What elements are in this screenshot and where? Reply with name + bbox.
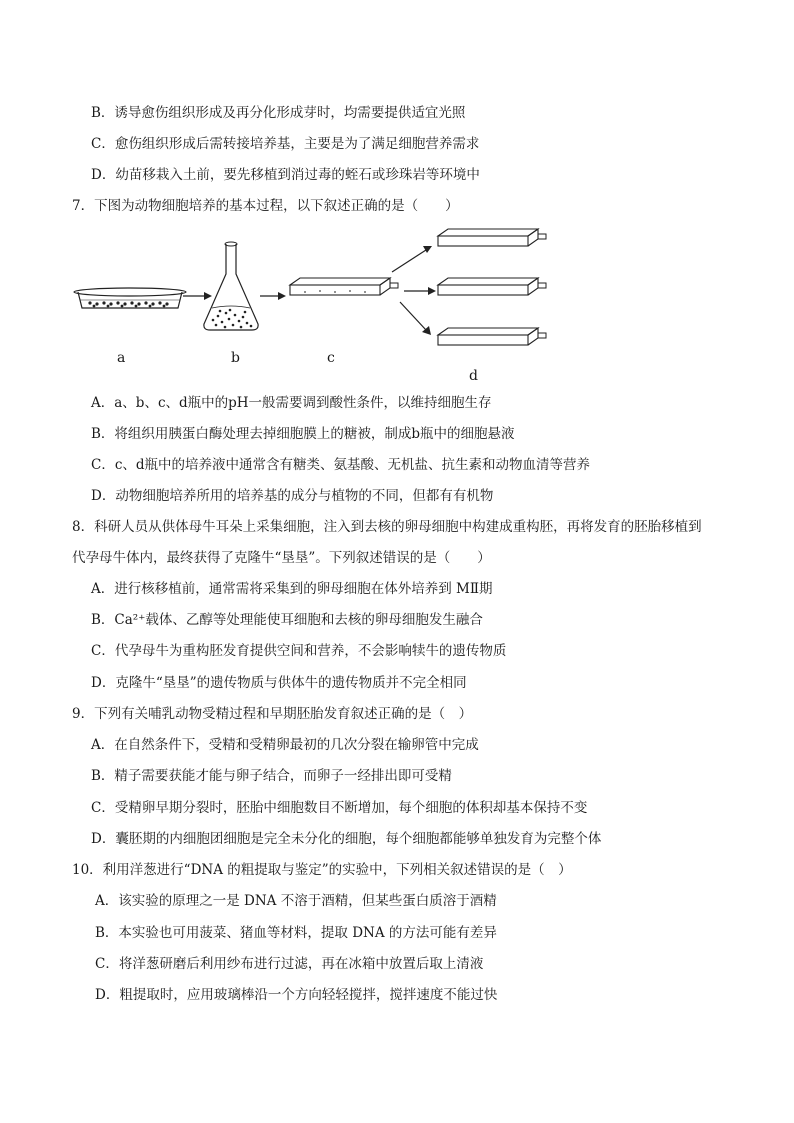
q9-option-c: C．受精卵早期分裂时，胚胎中细胞数目不断增加，每个细胞的体积却基本保持不变 [91,800,588,816]
q8-option-c: C．代孕母牛为重构胚发育提供空间和营养，不会影响犊牛的遗传物质 [91,643,507,659]
q9-option-d: D．囊胚期的内细胞团细胞是完全未分化的细胞，每个细胞都能够单独发育为完整个体 [91,831,602,847]
figure-label-a: a [117,350,126,366]
q8-option-a: A．进行核移植前，通常需将采集到的卵母细胞在体外培养到 MⅡ期 [91,581,493,597]
figure-label-d: d [469,368,478,384]
prev-option-b: B．诱导愈伤组织形成及再分化形成芽时，均需要提供适宜光照 [91,105,466,121]
q9-option-b: B．精子需要获能才能与卵子结合，而卵子一经排出即可受精 [91,768,452,784]
q7-stem: 7．下图为动物细胞培养的基本过程，以下叙述正确的是（ ） [72,198,459,214]
culture-bottles-d [438,229,546,345]
culture-bottle-c [290,278,398,295]
prev-option-c: C．愈伤组织形成后需转接培养基，主要是为了满足细胞营养需求 [91,136,480,152]
arrow-a-b [183,292,212,300]
petri-dish-a [74,288,186,308]
cell-culture-diagram [70,222,560,372]
flask-b [204,242,258,330]
arrow-b-c [260,292,286,300]
q7-option-c: C．c、d瓶中的培养液中通常含有糖类、氨基酸、无机盐、抗生素和动物血清等营养 [91,457,591,473]
q10-option-b: B．本实验也可用菠菜、猪血等材料，提取 DNA 的方法可能有差异 [95,925,497,941]
q7-option-b: B．将组织用胰蛋白酶处理去掉细胞膜上的糖被，制成b瓶中的细胞悬液 [91,426,515,442]
q7-option-a: A．a、b、c、d瓶中的pH一般需要调到酸性条件，以维持细胞生存 [91,395,492,411]
q7-option-d: D．动物细胞培养所用的培养基的成分与植物的不同，但都有有机物 [91,488,494,504]
q8-stem-line1: 8．科研人员从供体母牛耳朵上采集细胞，注入到去核的卵母细胞中构建成重构胚，再将发育的胚胎移植到 [72,519,702,535]
q9-stem: 9．下列有关哺乳动物受精过程和早期胚胎发育叙述正确的是（ ） [72,706,473,722]
q10-stem: 10．利用洋葱进行“DNA 的粗提取与鉴定”的实验中，下列相关叙述错误的是（ ） [72,862,572,878]
q8-option-b: B．Ca²⁺载体、乙醇等处理能使耳细胞和去核的卵母细胞发生融合 [91,612,483,628]
prev-option-d: D．幼苗移栽入土前，要先移植到消过毒的蛭石或珍珠岩等环境中 [91,167,480,183]
figure-label-c: c [327,350,335,366]
q10-option-c: C．将洋葱研磨后利用纱布进行过滤，再在冰箱中放置后取上清液 [95,956,484,972]
q10-option-a: A．该实验的原理之一是 DNA 不溶于酒精，但某些蛋白质溶于酒精 [95,893,497,909]
q8-stem-line2: 代孕母牛体内，最终获得了克隆牛“垦垦”。下列叙述错误的是（ ） [72,550,491,566]
q8-option-d: D．克隆牛“垦垦”的遗传物质与供体牛的遗传物质并不完全相同 [91,675,467,691]
figure-label-b: b [231,350,240,366]
arrows-c-d [392,246,436,335]
q10-option-d: D．粗提取时，应用玻璃棒沿一个方向轻轻搅拌，搅拌速度不能过快 [95,987,498,1003]
q9-option-a: A．在自然条件下，受精和受精卵最初的几次分裂在输卵管中完成 [91,737,479,753]
